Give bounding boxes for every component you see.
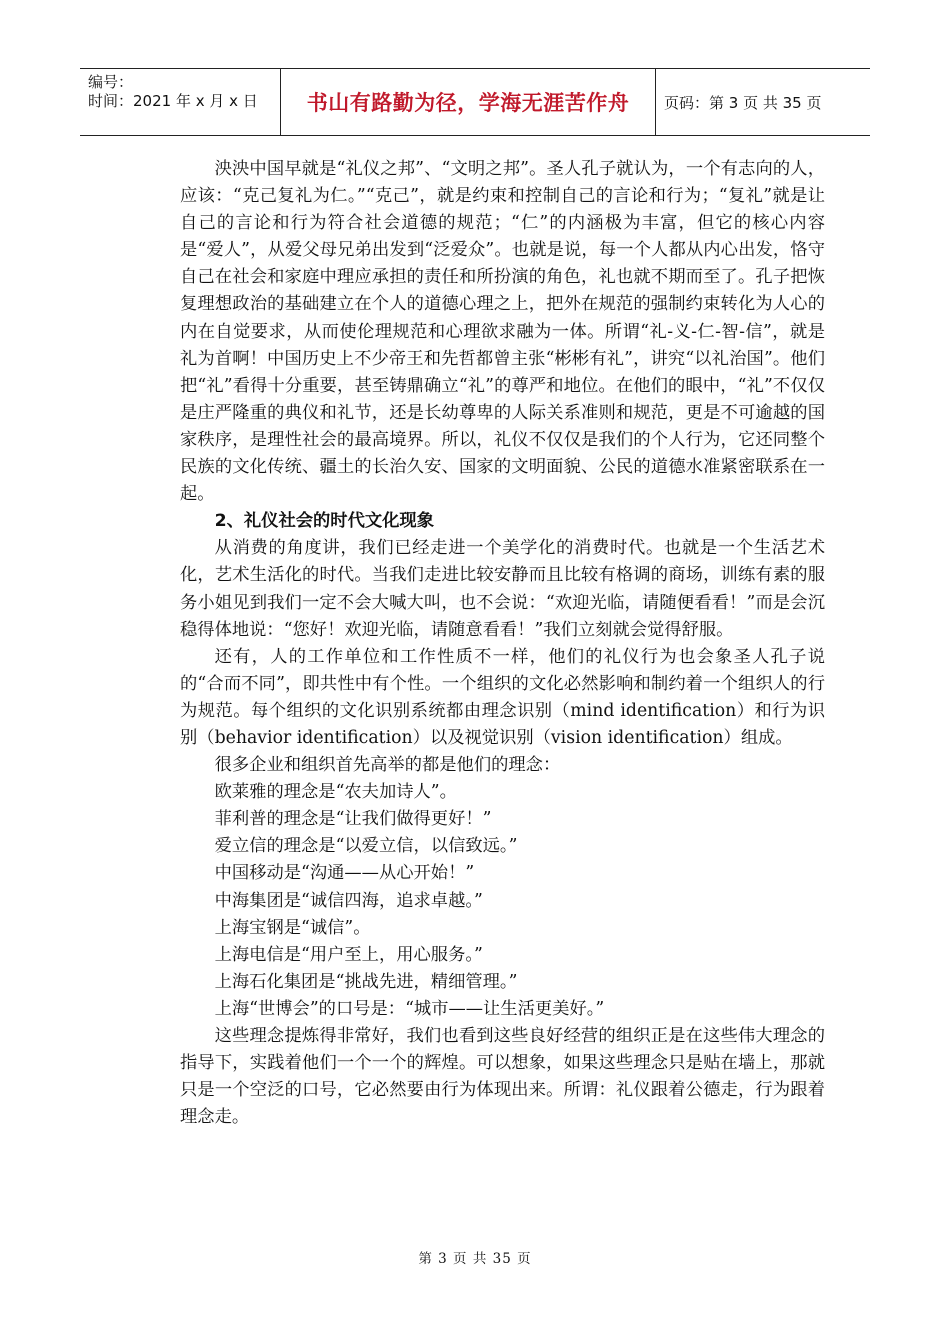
header-page-label: 页码：第 3 页 共 35 页 [664,93,822,112]
philosophy-item: 上海石化集团是“挑战先进，精细管理。” [214,971,518,992]
paragraph-intro: 泱泱中国早就是“礼仪之邦”、“文明之邦”。圣人孔子就认为，一个有志向的人，应该：“克己复礼为仁。”“克己”，就是约束和控制自己的言论和行为；“复礼”就是让自己的言论和行为符合社会道德的规范；“仁”的内涵极为丰富，但它的核心内容是“爱人”，从爱父母兄弟出发到“泛爱众”。也就是说，每一个人都从内心出发，恪守自己在社会和家庭中理应承担的责任和所扮演的角色，礼也就不期而至了。孔子把恢复理想政治的基础建立在个人的道德心理之上，把外在规范的强制约束转化为人心的内在自觉要求，从而使伦理规范和心理欲求融为一体。所谓“礼-义-仁-智-信”，就是礼为首啊！中国历史上不少帝王和先哲都曾主张“彬彬有礼”，讲究“以礼治国”。他们把“礼”看得十分重要，甚至铸鼎确立“礼”的尊严和地位。在他们的眼中，“礼”不仅仅是庄严隆重的典仪和礼节，还是长幼尊卑的人际关系准则和规范，更是不可逾越的国家秩序，是理性社会的最高境界。所以，礼仪不仅仅是我们的个人行为，它还同整个民族的文化传统、疆土的长治久安、国家的文明面貌、公民的道德水准紧密联系在一起。 [180,159,825,505]
philosophy-item: 上海电信是“用户至上，用心服务。” [214,944,483,965]
philosophy-item: 上海“世博会”的口号是：“城市——让生活更美好。” [214,998,605,1019]
page-footer: 第 3 页 共 35 页 [418,1251,532,1267]
paragraph-consumption: 从消费的角度讲，我们已经走进一个美学化的消费时代。也就是一个生活艺术化，艺术生活化的时代。当我们走进比较安静而且比较有格调的商场，训练有素的服务小姐见到我们一定不会大喊大叫，也不会说：“欢迎光临，请随便看看！”而是会沉稳得体地说：“您好！欢迎光临，请随意看看！”我们立刻就会觉得舒服。 [180,538,825,640]
date-label: 时间：2021 年 x 月 x 日 [88,92,258,110]
number-label: 编号： [88,73,134,91]
philosophy-item: 中国移动是“沟通——从心开始！” [214,863,475,884]
paragraph-conclusion: 这些理念提炼得非常好，我们也看到这些良好经营的组织正是在这些伟大理念的指导下，实践着他们一个一个的辉煌。可以想象，如果这些理念只是贴在墙上，那就只是一个空泛的口号，它必然要由行为体现出来。所谓：礼仪跟着公德走，行为跟着理念走。 [180,1026,825,1128]
paragraph-philosophy-intro: 很多企业和组织首先高举的都是他们的理念： [214,755,561,776]
philosophy-item: 爱立信的理念是“以爱立信，以信致远。” [214,836,518,857]
philosophy-item: 中海集团是“诚信四海，追求卓越。” [214,890,483,911]
page-header [80,68,870,136]
section-heading: 2、礼仪社会的时代文化现象 [214,511,434,532]
philosophy-item: 菲利普的理念是“让我们做得更好！” [214,809,492,830]
header-motto: 书山有路勤为径，学海无涯苦作舟 [280,69,656,135]
philosophy-item: 上海宝钢是“诚信”。 [214,917,371,938]
philosophy-item: 欧莱雅的理念是“农夫加诗人”。 [214,782,457,803]
header-meta [80,69,280,135]
document-body [180,156,825,1131]
paragraph-organization: 还有，人的工作单位和工作性质不一样，他们的礼仪行为也会象圣人孔子说的“合而不同”，即共性中有个性。一个组织的文化必然影响和制约着一个组织人的行为规范。每个组织的文化识别系统都由理念识别（mind identification）和行为识别（behavior identification）以及视觉识别（vision identification）组成。 [180,646,825,748]
